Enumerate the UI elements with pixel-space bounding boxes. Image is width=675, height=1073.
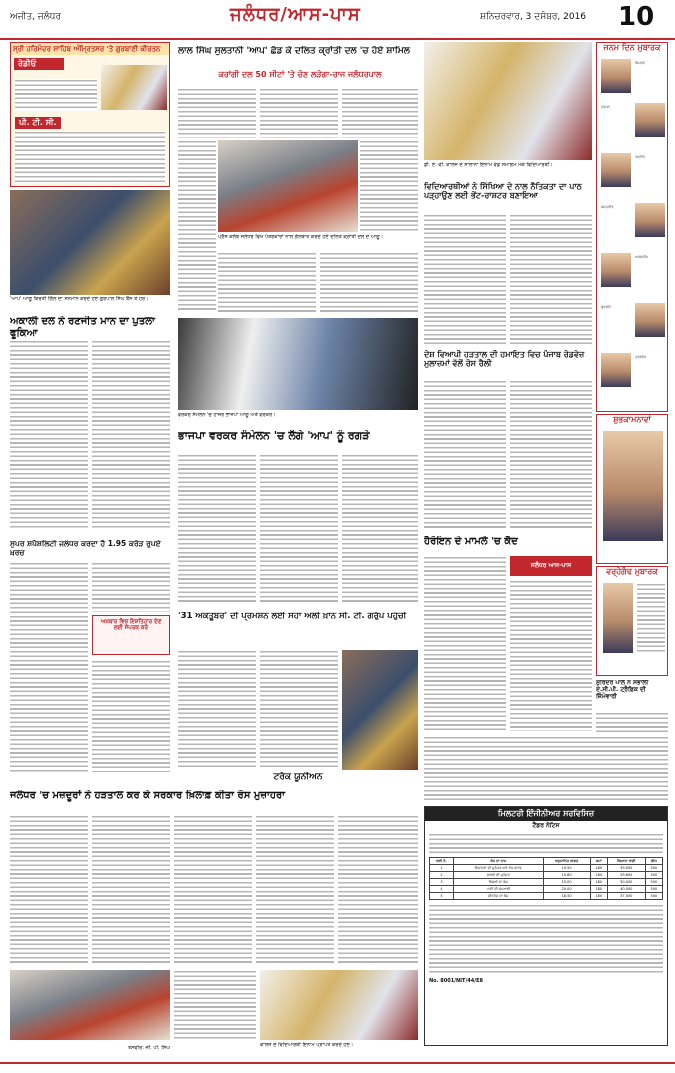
heroin-headline: ਹੈਰੋਇਨ ਦੇ ਮਾਮਲੇ 'ਚ ਕੈਦ [424,536,518,547]
kid-photo-2 [635,103,665,137]
tender-col-time: ਸਮਾਂ [590,858,607,865]
wide-right-text [424,736,668,800]
cell: 3 [430,879,454,886]
cell: ਸੀਵਰੇਜ ਦਾ ਕੰਮ [454,893,544,900]
tender-col-fee: ਫੀਸ [645,858,662,865]
cell: 39,600 [607,872,645,879]
right-mid-ad-text: ਜਲੰਧਰ ਆਸ-ਪਾਸ [530,562,572,569]
golden-temple-image [101,65,167,110]
cell: 4 [430,886,454,893]
birthday-title: ਜਨਮ ਦਿਨ ਮੁਬਾਰਕ [597,43,667,53]
october-col-1 [178,650,256,770]
press-club-photo [218,140,358,232]
cell: ਸੜਕਾਂ ਦੀ ਮੁਰੰਮਤ [454,872,544,879]
promo-headline: ਸੁਰਿੰਦਰ ਪਾਲ ਨੇ ਸੰਭਾਲੀ ਏ.ਸੀ.ਪੀ. ਟ੍ਰੈਫ਼ਿਕ ਦੀ ਜ਼ਿੰਮੇਵਾਰੀ [596,680,649,700]
jalandhar-col-1 [10,815,88,965]
heroin-col-1 [424,556,506,731]
cell: 19.50 [543,865,590,872]
kid-photo-4 [635,203,665,237]
page-number: 10 [618,2,655,32]
tender-notice [424,806,668,1046]
jalandhar-photo [10,970,170,1040]
promo-text [596,712,668,732]
cell: 20.00 [543,886,590,893]
strike-col-1 [424,380,506,530]
ptc-text [15,131,165,183]
cell: 18.50 [543,893,590,900]
soha-photo [342,650,418,770]
cell: 180 [590,879,607,886]
credit-1: ਤਸਵੀਰ: ਜੀ. ਪੀ. ਸਿੰਘ [127,1045,170,1051]
akali-col-1 [10,340,88,530]
cell: 180 [590,865,607,872]
main-col-left-narrow [178,140,216,310]
dav-photo [424,42,592,160]
vidyarthi-headline: ਵਿਦਿਆਰਥੀਆਂ ਨੇ ਸਿੱਖਿਆ ਦੇ ਨਾਲ ਨੈਤਿਕਤਾ ਦਾ ਪਾਠ ਪੜ੍ਹਾਉਣ ਲਈ ਭੇਂਟ-ਰਾਸ਼ਟਰ ਬਣਾਇਆ [424,182,582,201]
cell: 30,000 [607,879,645,886]
left-photo-caption: 'ਆਪ' ਆਗੂ ਕਿਰਤੀ ਗਿੱਲ ਦਾ ਸਨਮਾਨ ਕਰਦੇ ਹੋਏ ਗੁਰਪਾਲ ਸਿੰਘ ਬੈਂਸ ਤੇ ਹੋਰ। [10,296,149,302]
wishes-title: ਸ਼ੁਭਕਾਮਨਾਵਾਂ [597,415,667,425]
super-col-1 [10,562,88,772]
page-header [0,0,675,40]
akali-col-2 [92,340,170,530]
main-col-1 [178,88,256,138]
tender-intro [429,833,663,855]
strike-headline: ਦੇਸ਼ ਵਿਆਪੀ ਹੜਤਾਲ ਦੀ ਹਮਾਇਤ ਵਿਚ ਪੰਜਾਬ ਰੋਡਵੇਜ਼ ਮੁਲਾਜ਼ਮਾਂ ਵੱਲੋਂ ਰੋਸ ਰੈਲੀ [424,350,585,369]
jalandhar-col-4 [256,815,334,965]
cell: 39,000 [607,865,645,872]
vidyarthi-col-2 [510,214,592,344]
cell: 37,000 [607,893,645,900]
section-title: ਜਲੰਧਰ/ਆਸ-ਪਾਸ [230,4,361,25]
tender-col-cost: ਅਨੁਮਾਨਿਤ ਲਾਗਤ [543,858,590,865]
students-photo [260,970,418,1040]
table-row [430,872,663,879]
tender-col-work: ਕੰਮ ਦਾ ਨਾਮ [454,858,544,865]
kid-name-6: ਗੁਰਲੀਨ [601,305,612,309]
left-photo [10,190,170,295]
bjp-col-3 [342,454,418,604]
tender-header-row [430,858,663,865]
radio-ad-label: ਰੇਡੀਓ [14,58,64,70]
tender-notes [429,904,663,974]
truck-headline: ਟਰੱਕ ਯੂਨੀਅਨ [273,772,323,782]
main-col-4 [218,252,316,312]
cell: ਇਮਾਰਤਾਂ ਦੀ ਮੁਰੰਮਤ ਅਤੇ ਰੱਖ-ਰਖਾਵ [454,865,544,872]
right-mid-ad [510,556,592,576]
kid-photo-5 [601,253,631,287]
anniversary-text [637,583,665,653]
cell: 40,000 [607,886,645,893]
cell: ਬਿਜਲੀ ਦਾ ਕੰਮ [454,879,544,886]
cell: 500 [645,865,662,872]
table-row [430,893,663,900]
kid-name-4: ਜਸਪ੍ਰੀਤ [601,205,614,209]
radio-ad [10,42,170,187]
table-row [430,865,663,872]
kid-name-2: ਹਰਮਨ [601,105,610,109]
kid-photo-3 [601,153,631,187]
bjp-photo [178,318,418,410]
kid-name-7: ਪ੍ਰਭਜੋਤ [635,355,647,359]
cell: 500 [645,872,662,879]
main-headline: ਲਾਲ ਸਿੰਘ ਸੁਲਤਾਨੀ 'ਆਪ' ਛੱਡ ਕੇ ਦਲਿਤ ਕ੍ਰਾਂਤੀ ਦਲ 'ਚ ਹੋਏ ਸ਼ਾਮਿਲ [178,46,410,56]
ptc-label: ਪੀ. ਟੀ. ਸੀ. [15,117,61,129]
bjp-caption: ਵਰਕਰ ਸੰਮੇਲਨ 'ਚ ਹਾਜ਼ਰ ਭਾਜਪਾ ਆਗੂ ਅਤੇ ਵਰਕਰ। [178,412,276,418]
wishes-box [596,414,668,564]
press-club-caption: ਪ੍ਰੈੱਸ ਕਲੱਬ ਜਲੰਧਰ ਵਿਖੇ ਪੱਤਰਕਾਰਾਂ ਨਾਲ ਗੱਲਬਾਤ ਕਰਦੇ ਹੋਏ ਦਲਿਤ ਕ੍ਰਾਂਤੀ ਦਲ ਦੇ ਆਗੂ। [218,234,384,240]
cell: ਪਾਣੀ ਦੀ ਸਪਲਾਈ [454,886,544,893]
mid-ad-text: ਅਖ਼ਬਾਰ ਵਿਚ ਇਸ਼ਤਿਹਾਰ ਦੇਣ ਲਈ ਸੰਪਰਕ ਕਰੋ [100,619,162,632]
cell: 180 [590,886,607,893]
kid-name-1: ਸਿਮਰਨ [635,61,646,65]
bjp-col-1 [178,454,256,604]
bjp-col-2 [260,454,338,604]
cell: 500 [645,886,662,893]
tender-title: ਮਿਲਟਰੀ ਇੰਜੀਨੀਅਰ ਸਰਵਿਸਿਜ਼ [425,807,667,821]
akali-headline: ਅਕਾਲੀ ਦਲ ਨੇ ਰਣਜੀਤ ਮਾਨ ਦਾ ਪੁਤਲਾ ਫੂਕਿਆ [10,316,155,339]
cell: 180 [590,893,607,900]
dav-caption: ਡੀ. ਏ. ਵੀ. ਕਾਲਜ ਦੇ ਸਾਲਾਨਾ ਇਨਾਮ ਵੰਡ ਸਮਾਗਮ ਮੌਕੇ ਵਿਦਿਆਰਥੀ। [424,162,553,168]
bottom-rule [0,1062,675,1064]
kid-photo-6 [635,303,665,337]
cell: 500 [645,879,662,886]
kid-name-5: ਅਰਸ਼ਦੀਪ [635,255,649,259]
super-col-2 [92,562,170,612]
bottom-caption: ਕਾਲਜ ਦੇ ਵਿਦਿਆਰਥੀ ਇਨਾਮ ਪ੍ਰਾਪਤ ਕਰਦੇ ਹੋਏ। [260,1042,354,1048]
kid-name-3: ਨਵਨੀਤ [635,155,645,159]
birthday-box [596,42,668,412]
anniversary-box [596,566,668,676]
cell: 19.80 [543,872,590,879]
couple-photo [603,431,663,541]
radio-ad-title: ਸ੍ਰੀ ਹਰਿਮੰਦਰ ਸਾਹਿਬ ਅੰਮ੍ਰਿਤਸਰ 'ਤੇ ਗੁਰਬਾਣੀ ਕੀਰਤਨ [11,43,169,55]
anniversary-title: ਵਰ੍ਹੇਗੰਢ ਮੁਬਾਰਕ [597,567,667,577]
main-col-5 [320,252,418,312]
mid-ad [92,615,170,655]
tender-col-earnest: ਬਿਆਨਾ ਰਾਸ਼ੀ [607,858,645,865]
tender-table [429,857,663,900]
october-col-2 [260,650,338,770]
table-row [430,886,663,893]
super-col-3 [92,660,170,772]
main-subheadline: ਕਰਾਂਗੀ ਦਲ 50 ਸੀਟਾਂ 'ਤੇ ਚੋਣ ਲੜੇਗਾ-ਰਾਜ ਜਲੰਧਰਪਾਲ [218,70,382,79]
cell: 2 [430,872,454,879]
jalandhar-headline: ਜਲੰਧਰ 'ਚ ਮਜ਼ਦੂਰਾਂ ਨੇ ਹੜਤਾਲ ਕਰ ਕੇ ਸਰਕਾਰ ਖ਼ਿਲਾਫ਼ ਕੀਤਾ ਰੋਸ ਮੁਜ਼ਾਹਰਾ [10,790,286,801]
anniversary-photo [603,583,633,653]
jalandhar-col-2 [92,815,170,965]
kid-photo-7 [601,353,631,387]
cell: 500 [645,893,662,900]
header-location: ਅਜੀਤ, ਜਲੰਧਰ [10,12,62,22]
kid-photo-1 [601,59,631,93]
jalandhar-col-5 [338,815,418,965]
tender-col-sno: ਲੜੀ ਨੰ. [430,858,454,865]
bjp-headline: ਭਾਜਪਾ ਵਰਕਰ ਸੰਮੇਲਨ 'ਚ ਲੱਗੇ 'ਆਪ' ਨੂੰ ਰਗੜੇ [178,430,370,442]
vidyarthi-col-1 [424,214,506,344]
tender-subtitle: ਟੈਂਡਰ ਨੋਟਿਸ [532,822,560,829]
radio-ad-text [15,79,97,111]
cell: 180 [590,872,607,879]
tender-ref: No. 8001/NIT/44/E8 [429,978,483,984]
october-headline: '31 ਅਕਤੂਬਰ' ਦੀ ਪ੍ਰਮੋਸ਼ਨ ਲਈ ਸੋਹਾ ਅਲੀ ਖ਼ਾਨ ਸੀ. ਟੀ. ਗਰੁੱਪ ਪਹੁੰਚੀ [178,612,407,621]
main-col-3 [342,88,418,138]
cell: 1 [430,865,454,872]
table-row [430,879,663,886]
main-col-right-narrow [360,140,418,232]
cell: 15.00 [543,879,590,886]
cell: 5 [430,893,454,900]
super-headline: ਸੁਪਰ ਸ਼ਪੈਸ਼ਲਿਟੀ ਜਲੰਧਰ ਕਰਦਾ ਹੈ 1.95 ਕਰੋੜ ਰੁਪਏ ਖ਼ਰਚ [10,540,161,557]
heroin-col-2 [510,580,592,731]
main-col-2 [260,88,338,138]
jalandhar-col-3 [174,815,252,965]
header-date: ਸ਼ਨਿਚਰਵਾਰ, 3 ਦਸੰਬਰ, 2016 [480,12,587,22]
bottom-mid-text [174,970,256,1040]
strike-col-2 [510,380,592,530]
